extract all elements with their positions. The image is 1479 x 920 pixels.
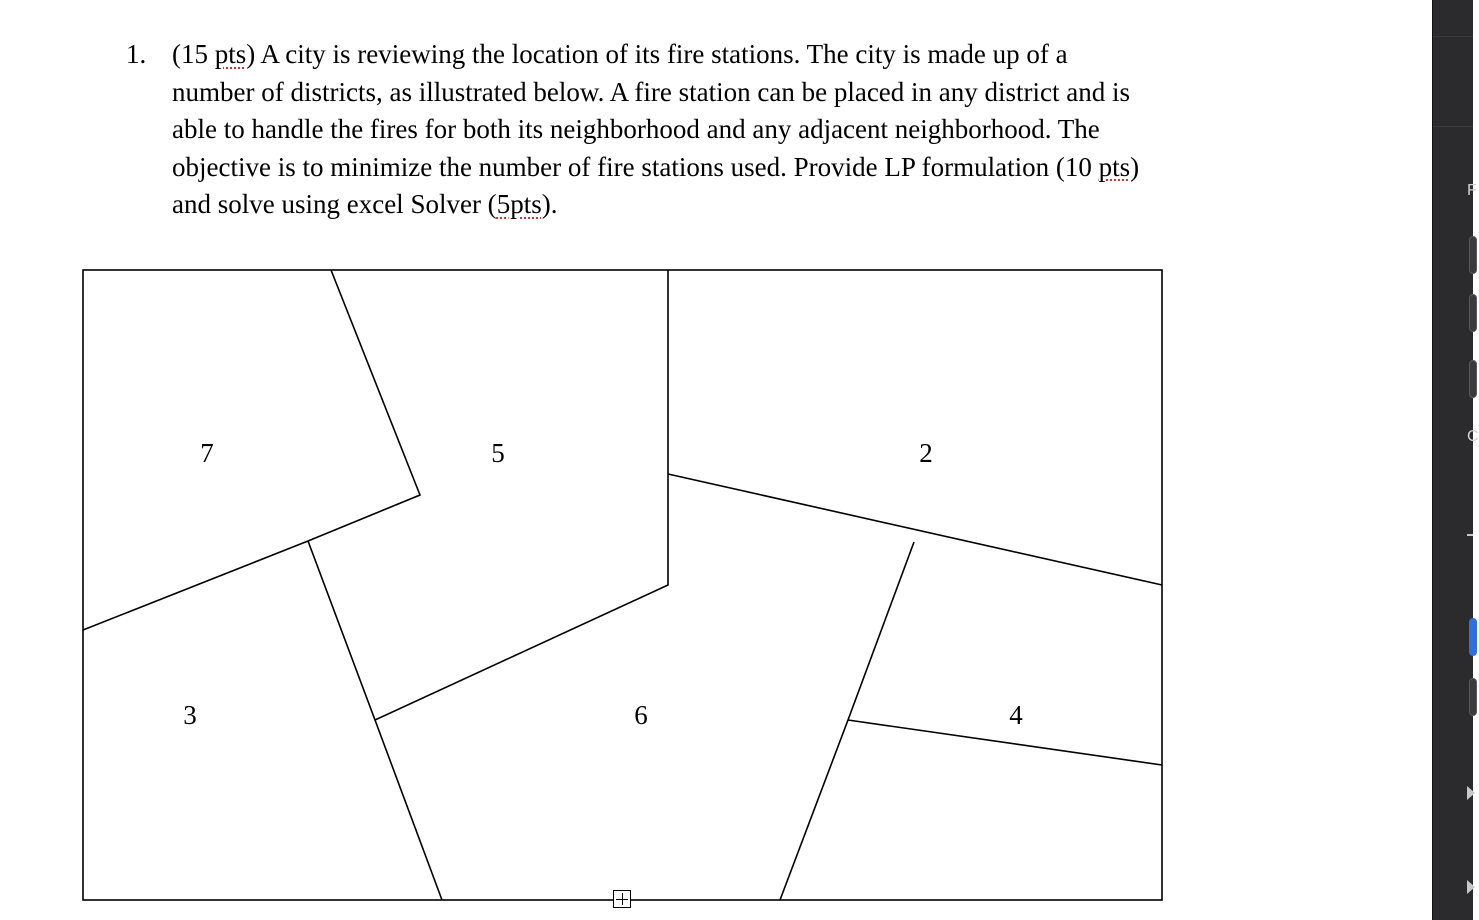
disclosure-triangle-icon[interactable] [1467, 880, 1475, 894]
boundary-2-6-4 [668, 474, 1162, 585]
sidebar-control[interactable] [1469, 678, 1477, 716]
boundary-7-3 [83, 541, 308, 630]
question-line: able to handle the fires for both its neighborhood and any adjacent neighborhood. The [172, 114, 1100, 144]
sidebar-tick [1467, 534, 1473, 536]
district-label-4: 4 [1009, 700, 1023, 730]
disclosure-triangle-icon[interactable] [1467, 786, 1475, 800]
sidebar-divider [1433, 126, 1473, 127]
district-label-7: 7 [200, 438, 214, 468]
district-label-2: 2 [919, 438, 933, 468]
question-text-segment: ) [1130, 151, 1140, 182]
sidebar-control-active[interactable] [1469, 618, 1477, 656]
district-label-6: 6 [634, 700, 648, 730]
question-line: number of districts, as illustrated below. A fire station can be placed in any district and is [172, 76, 1131, 107]
boundary-7-5 [308, 270, 420, 541]
question-text-segment: ). [541, 189, 558, 219]
object-anchor-handle[interactable] [613, 890, 631, 908]
spellcheck-flagged-word[interactable]: pts [1098, 151, 1131, 182]
boundary-4-inner [848, 720, 1162, 765]
question-text-segment: and solve using excel Solver ( [172, 189, 497, 219]
sidebar-control[interactable] [1469, 236, 1477, 274]
district-label-3: 3 [183, 700, 197, 730]
question-number: 1. [126, 39, 147, 69]
question-text-segment: objective is to minimize the number of fire stations used. Provide LP formulation (10 [172, 151, 1099, 182]
sidebar-label: F [1467, 182, 1477, 199]
sidebar-control[interactable] [1469, 294, 1477, 332]
right-sidebar [1432, 0, 1479, 920]
boundary-6-4 [780, 542, 914, 900]
sidebar-divider [1433, 36, 1473, 37]
question-text-segment: ) A city is reviewing the location of its fire stations. The city is made up of a [246, 39, 1068, 69]
spellcheck-flagged-word[interactable]: pts [214, 39, 247, 69]
boundary-3-5-6 [308, 541, 442, 900]
district-label-5: 5 [491, 438, 505, 468]
map-border [83, 270, 1162, 900]
spellcheck-flagged-word[interactable]: 5pts [496, 189, 542, 219]
sidebar-control[interactable] [1469, 360, 1477, 398]
sidebar-label: C [1467, 428, 1479, 445]
question-text-segment: (15 [172, 39, 215, 69]
